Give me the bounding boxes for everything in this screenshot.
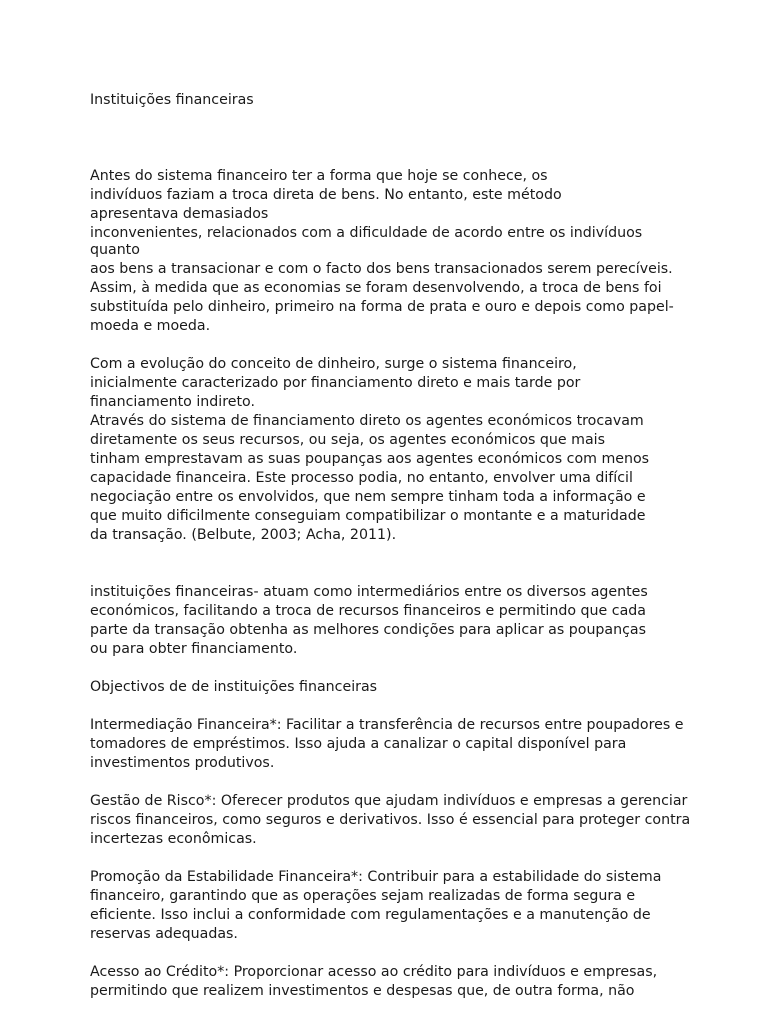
paragraph-1-line: moeda e moeda.	[90, 318, 211, 334]
objective-3-line: reservas adequadas.	[90, 926, 238, 942]
paragraph-1-line: inconvenientes, relacionados com a dificuldade de acordo entre os indivíduos	[90, 225, 643, 241]
objective-1-line: tomadores de empréstimos. Isso ajuda a canalizar o capital disponível para	[90, 736, 627, 752]
paragraph-2-line: inicialmente caracterizado por financiamento direto e mais tarde por	[90, 375, 581, 391]
paragraph-3-line: económicos, facilitando a troca de recursos financeiros e permitindo que cada	[90, 603, 646, 619]
paragraph-2-line: financiamento indireto.	[90, 394, 255, 410]
paragraph-2-line: negociação entre os envolvidos, que nem sempre tinham toda a informação e	[90, 489, 646, 505]
paragraph-2-line: diretamente os seus recursos, ou seja, os agentes económicos que mais	[90, 432, 606, 448]
paragraph-1-line: aos bens a transacionar e com o facto dos bens transacionados serem perecíveis.	[90, 261, 673, 277]
objective-4-line: Acesso ao Crédito*: Proporcionar acesso ao crédito para indivíduos e empresas,	[90, 964, 658, 980]
paragraph-2-line: que muito dificilmente conseguiam compatibilizar o montante e a maturidade	[90, 508, 646, 524]
objective-1-line: Intermediação Financeira*: Facilitar a transferência de recursos entre poupadores e	[90, 717, 684, 733]
objective-1-line: investimentos produtivos.	[90, 755, 275, 771]
objective-2-line: incertezas econômicas.	[90, 831, 257, 847]
paragraph-2-line: Com a evolução do conceito de dinheiro, surge o sistema financeiro,	[90, 356, 577, 372]
paragraph-2-line: tinham emprestavam as suas poupanças aos agentes económicos com menos	[90, 451, 650, 467]
paragraph-1-line: indivíduos faziam a troca direta de bens. No entanto, este método	[90, 187, 562, 203]
objective-3-line: Promoção da Estabilidade Financeira*: Contribuir para a estabilidade do sistema	[90, 869, 662, 885]
paragraph-1-line: substituída pelo dinheiro, primeiro na forma de prata e ouro e depois como papel-	[90, 299, 674, 315]
paragraph-3-line: instituições financeiras- atuam como intermediários entre os diversos agentes	[90, 584, 648, 600]
paragraph-1-line: Assim, à medida que as economias se foram desenvolvendo, a troca de bens foi	[90, 280, 662, 296]
paragraph-1-line: apresentava demasiados	[90, 206, 269, 222]
paragraph-3-line: ou para obter financiamento.	[90, 641, 298, 657]
paragraph-2-line: Através do sistema de financiamento direto os agentes económicos trocavam	[90, 413, 644, 429]
paragraph-2-line: da transação. (Belbute, 2003; Acha, 2011).	[90, 527, 397, 543]
objective-2-line: riscos financeiros, como seguros e derivativos. Isso é essencial para proteger contra	[90, 812, 691, 828]
paragraph-3-line: parte da transação obtenha as melhores condições para aplicar as poupanças	[90, 622, 647, 638]
document-title: Instituições financeiras	[90, 92, 254, 108]
objective-2-line: Gestão de Risco*: Oferecer produtos que ajudam indivíduos e empresas a gerenciar	[90, 793, 688, 809]
objective-3-line: eficiente. Isso inclui a conformidade com regulamentações e a manutenção de	[90, 907, 651, 923]
objective-4-line: permitindo que realizem investimentos e despesas que, de outra forma, não	[90, 983, 635, 999]
paragraph-2-line: capacidade financeira. Este processo podia, no entanto, envolver uma difícil	[90, 470, 633, 486]
objectives-heading: Objectivos de de instituições financeiras	[90, 679, 378, 695]
objective-3-line: financeiro, garantindo que as operações sejam realizadas de forma segura e	[90, 888, 636, 904]
paragraph-1-line: quanto	[90, 242, 140, 258]
paragraph-1-line: Antes do sistema financeiro ter a forma que hoje se conhece, os	[90, 168, 548, 184]
